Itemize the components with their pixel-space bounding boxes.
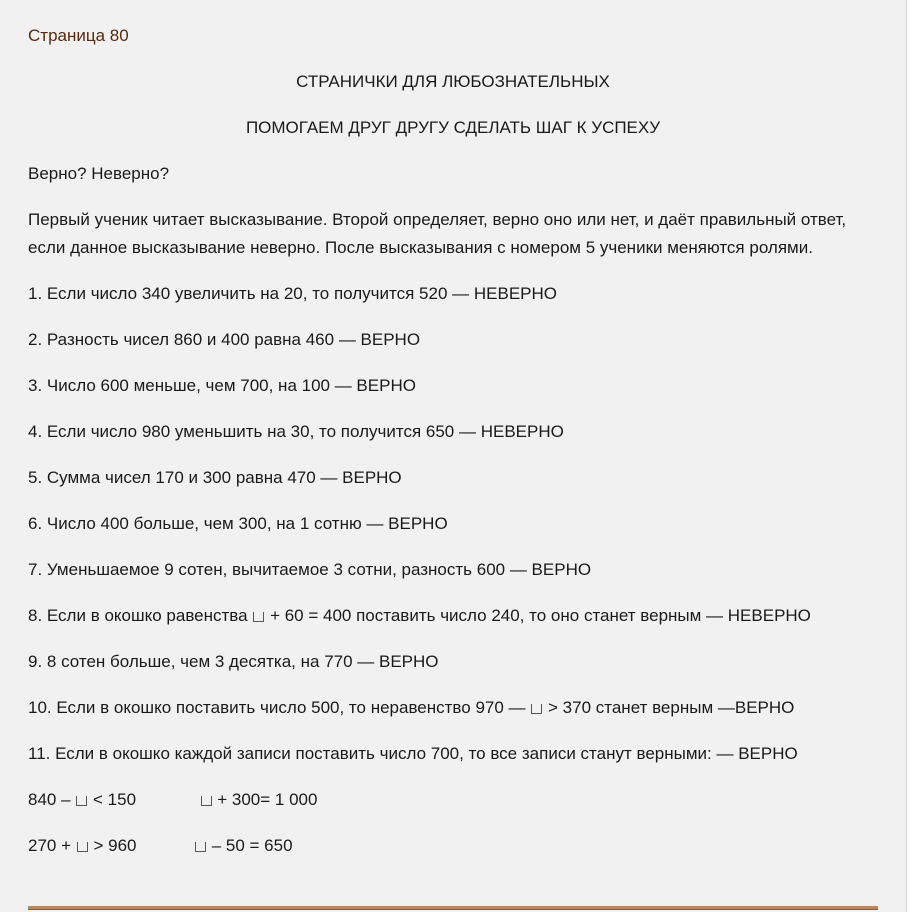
blank-box-icon bbox=[76, 796, 87, 806]
list-item-5: 5. Сумма чисел 170 и 300 равна 470 — ВЕРНО bbox=[28, 468, 402, 487]
scroll-edge bbox=[907, 0, 914, 912]
list-item-7: 7. Уменьшаемое 9 сотен, вычитаемое 3 сотни, разность 600 — ВЕРНО bbox=[28, 560, 592, 579]
expr-c-after: > 960 bbox=[93, 836, 137, 855]
item8-after: + 60 = 400 поставить число 240, то оно станет верным — НЕВЕРНО bbox=[270, 606, 811, 625]
list-item-1: 1. Если число 340 увеличить на 20, то получится 520 — НЕВЕРНО bbox=[28, 284, 558, 303]
heading-2: ПОМОГАЕМ ДРУГ ДРУГУ СДЕЛАТЬ ШАГ К УСПЕХУ bbox=[245, 118, 661, 137]
subtitle: Верно? Неверно? bbox=[28, 164, 170, 183]
article-content bbox=[28, 22, 878, 878]
list-item-9: 9. 8 сотен больше, чем 3 десятка, на 770 — ВЕРНО bbox=[28, 652, 439, 671]
blank-box-icon bbox=[77, 842, 88, 852]
instructions: Первый ученик читает высказывание. Второй определяет, верно оно или нет, и даёт правильный ответ, если данное высказывание неверно. После высказывания с номером 5 ученики меняются ролями. bbox=[28, 210, 847, 257]
blank-box-icon bbox=[531, 704, 542, 714]
expr-a-before: 840 – bbox=[28, 790, 71, 809]
list-item-3: 3. Число 600 меньше, чем 700, на 100 — ВЕРНО bbox=[28, 376, 416, 395]
list-item-10 bbox=[28, 694, 878, 722]
expr-a-after: < 150 bbox=[93, 790, 137, 809]
list-item-4: 4. Если число 980 уменьшить на 30, то получится 650 — НЕВЕРНО bbox=[28, 422, 564, 441]
item10-before: 10. Если в окошко поставить число 500, то неравенство 970 — bbox=[28, 698, 526, 717]
list-item-2: 2. Разность чисел 860 и 400 равна 460 — ВЕРНО bbox=[28, 330, 421, 349]
item8-before: 8. Если в окошко равенства bbox=[28, 606, 248, 625]
expr-b-after: + 300= 1 000 bbox=[217, 790, 318, 809]
heading-1: СТРАНИЧКИ ДЛЯ ЛЮБОЗНАТЕЛЬНЫХ bbox=[296, 72, 610, 91]
page-label: Страница 80 bbox=[28, 26, 129, 45]
blank-box-icon bbox=[253, 612, 264, 622]
list-item-11: 11. Если в окошко каждой записи поставить число 700, то все записи станут верными: — ВЕРНО bbox=[28, 744, 798, 763]
item10-after: > 370 станет верным —ВЕРНО bbox=[548, 698, 795, 717]
list-item-6: 6. Число 400 больше, чем 300, на 1 сотню — ВЕРНО bbox=[28, 514, 448, 533]
expression-row-2 bbox=[28, 832, 878, 860]
list-item-8 bbox=[28, 602, 878, 630]
expression-row-1 bbox=[28, 786, 878, 814]
blank-box-icon bbox=[195, 842, 206, 852]
expr-c-before: 270 + bbox=[28, 836, 72, 855]
bottom-divider bbox=[28, 906, 878, 910]
blank-box-icon bbox=[201, 796, 212, 806]
expr-d-after: – 50 = 650 bbox=[211, 836, 293, 855]
